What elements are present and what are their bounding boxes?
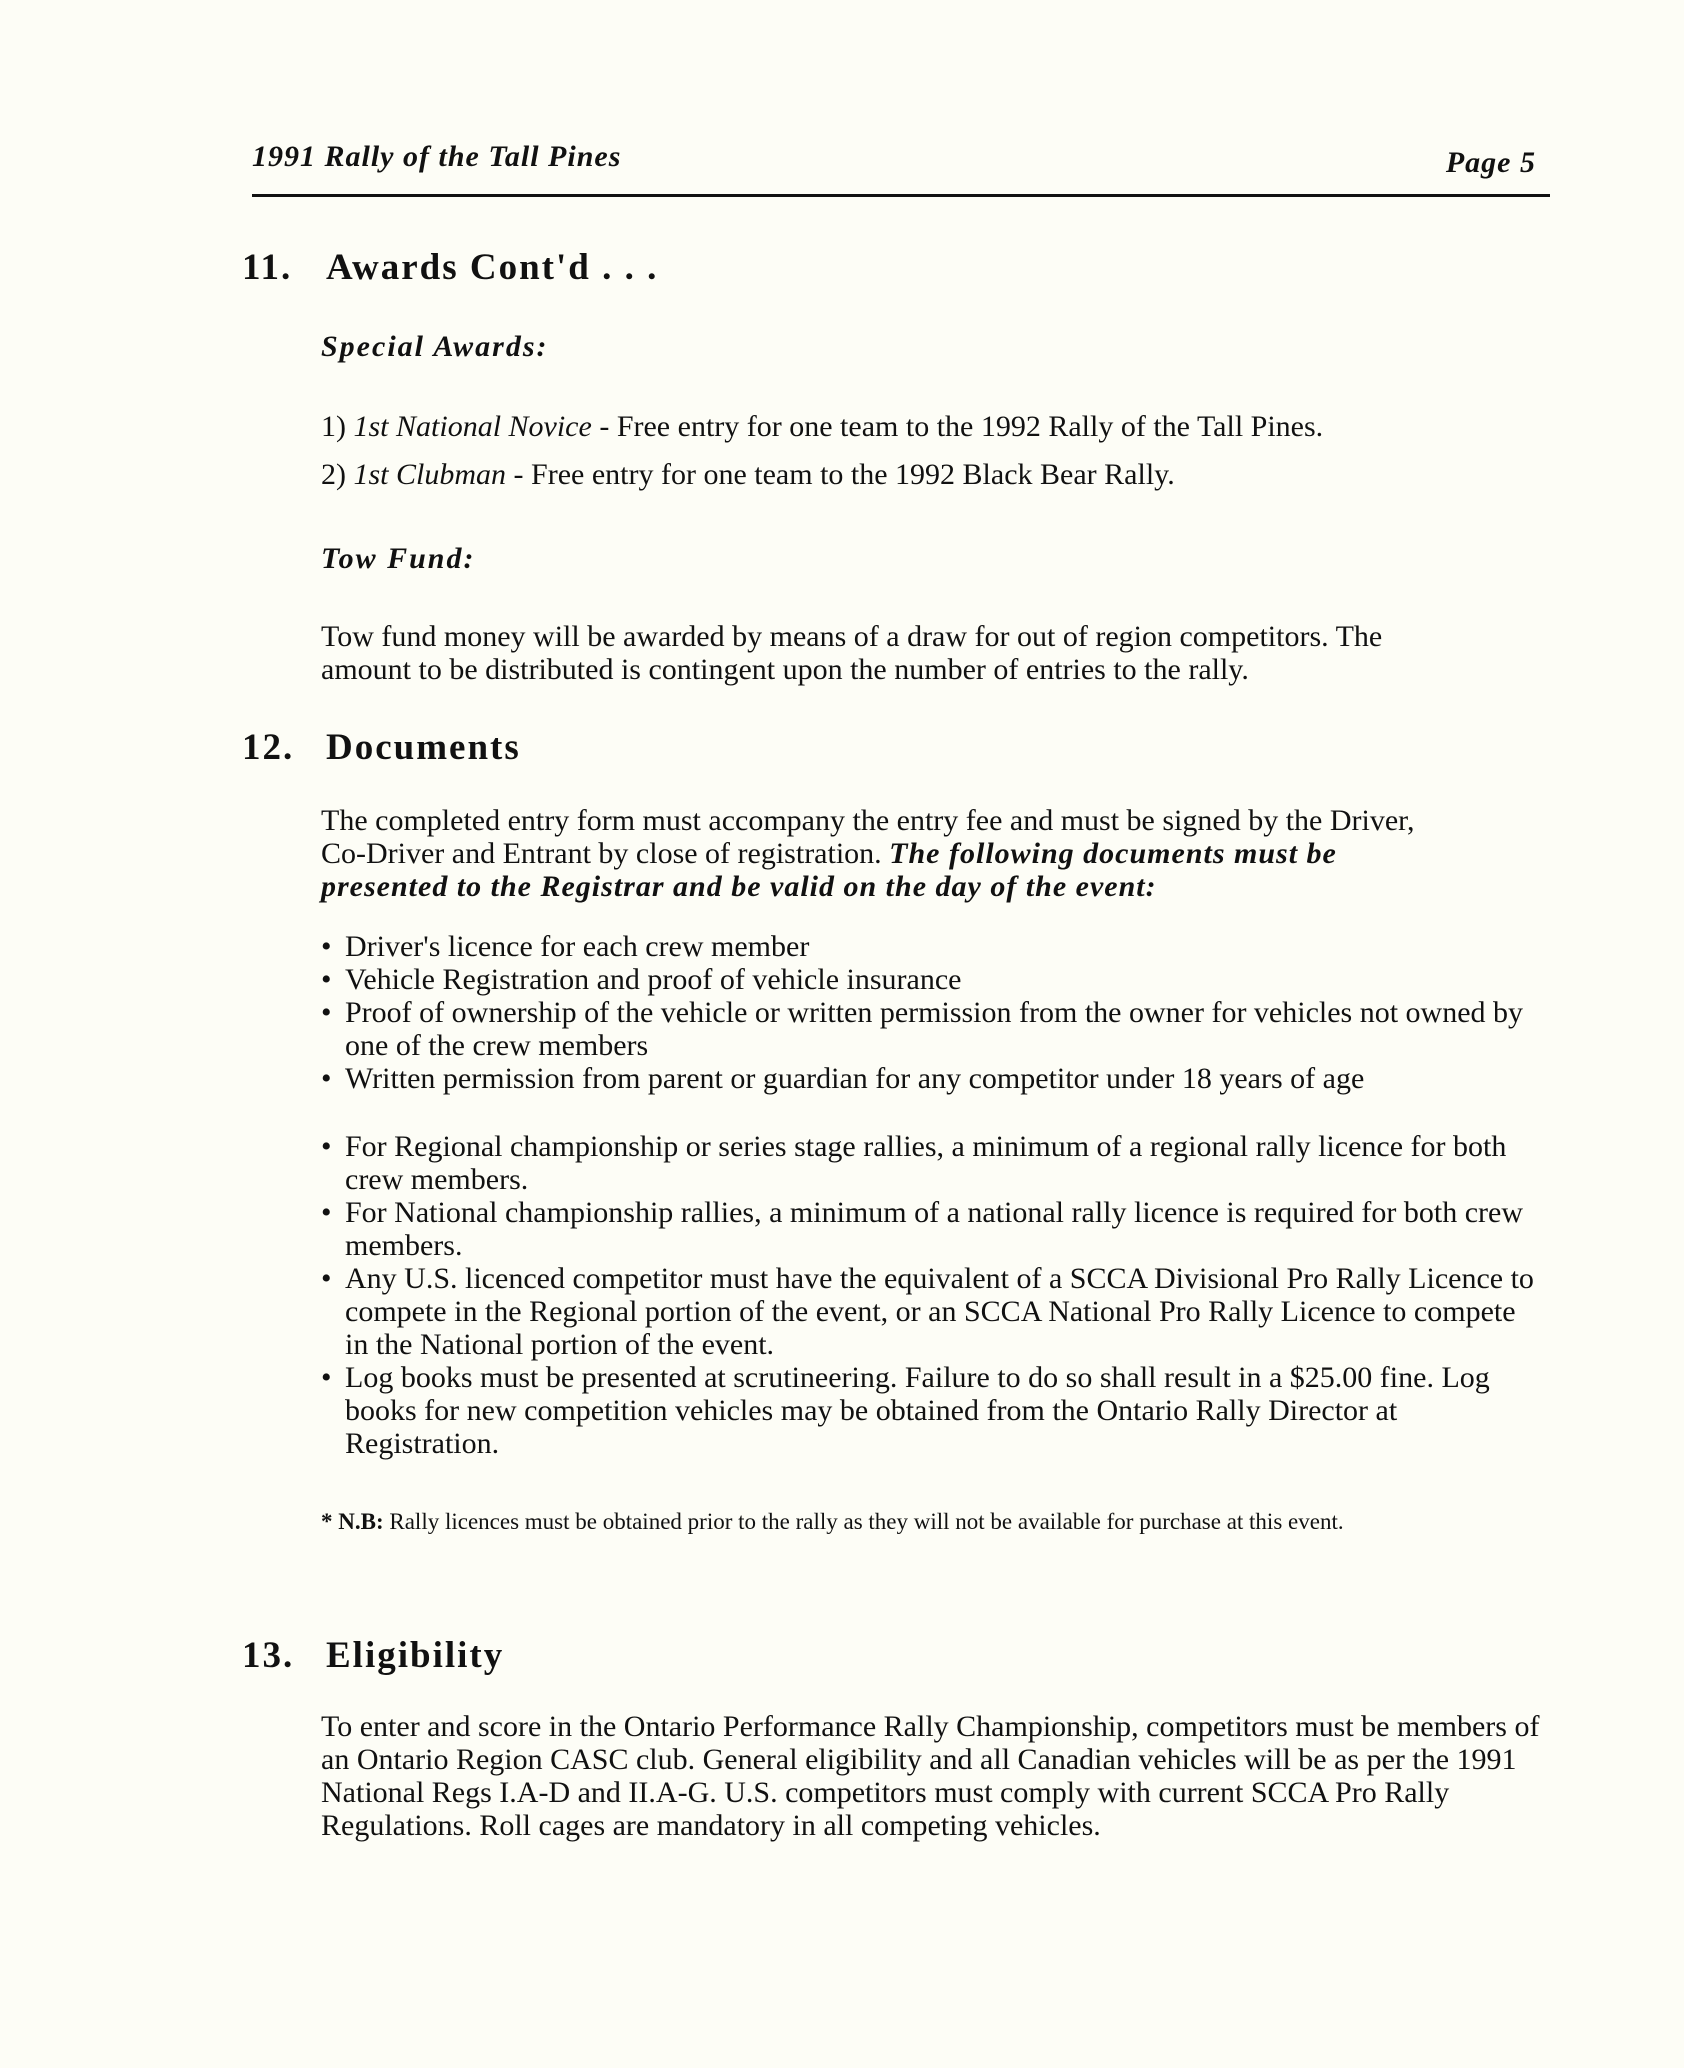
list-item: • Written permission from parent or guardian for any competitor under 18 years of age	[321, 1062, 1365, 1095]
section-13-title: Eligibility	[326, 1635, 505, 1676]
tow-fund-heading: Tow Fund:	[321, 542, 476, 575]
section-11-title: Awards Cont'd . . .	[326, 247, 659, 288]
bullet-icon: •	[321, 1361, 332, 1394]
award-2-number: 2)	[321, 458, 346, 491]
required-documents-list	[321, 930, 1561, 1095]
documents-intro	[321, 804, 1551, 903]
page-number: Page 5	[1445, 146, 1536, 179]
award-1-text: - Free entry for one team to the 1992 Rally of the Tall Pines.	[591, 410, 1324, 443]
documents-intro-line-2	[321, 837, 1551, 870]
note-label: * N.B:	[321, 1509, 384, 1534]
bullet-icon: •	[321, 930, 332, 963]
list-item: • Vehicle Registration and proof of vehicle insurance	[321, 963, 962, 996]
note-text: Rally licences must be obtained prior to the rally as they will not be available for purchase at this event.	[383, 1509, 1344, 1534]
section-11-number: 11.	[242, 247, 293, 288]
list-item: • For Regional championship or series stage rallies, a minimum of a regional rally licence for both crew members.	[321, 1130, 1507, 1196]
bullet-icon: •	[321, 996, 332, 1029]
section-12-heading	[242, 726, 521, 769]
list-item: • Log books must be presented at scrutineering. Failure to do so shall result in a $25.00 fine. Log books for new competition vehicles may be obtained from the Ontario Rally Director at Registration.	[321, 1361, 1490, 1460]
documents-intro-line-1: The completed entry form must accompany the entry fee and must be signed by the Driver,	[321, 804, 1415, 837]
list-item: • Any U.S. licenced competitor must have the equivalent of a SCCA Divisional Pro Rally Licence to compete in the Regional portion of the event, or an SCCA National Pro Rally Licence to compete in the National portion of the event.	[321, 1262, 1534, 1361]
section-11-heading	[242, 246, 658, 289]
award-2-text: - Free entry for one team to the 1992 Black Bear Rally.	[506, 458, 1175, 491]
award-2	[321, 458, 1551, 491]
special-awards-heading: Special Awards:	[321, 330, 549, 363]
section-12-number: 12.	[242, 727, 295, 768]
award-1	[321, 410, 1551, 443]
list-item: • For National championship rallies, a minimum of a national rally licence is required for both crew members.	[321, 1196, 1523, 1262]
bullet-icon: •	[321, 1130, 332, 1163]
section-12-title: Documents	[326, 727, 521, 768]
eligibility-paragraph: To enter and score in the Ontario Performance Rally Championship, competitors must be members of an Ontario Region CASC club. General eligibility and all Canadian vehicles will be as per the 1991 National Regs I.A-D and II.A-G. U.S. competitors must comply with current SCCA Pro Rally Regulations. Roll cages are mandatory in all competing vehicles.	[321, 1710, 1540, 1842]
documents-intro-line-2a: Co-Driver and Entrant by close of registration.	[321, 837, 890, 870]
award-1-number: 1)	[321, 410, 346, 443]
bullet-icon: •	[321, 1262, 332, 1295]
bullet-icon: •	[321, 1196, 332, 1229]
page-header	[252, 138, 1550, 197]
documents-intro-line-3: presented to the Registrar and be valid on the day of the event:	[321, 870, 1157, 903]
tow-fund-line-1: Tow fund money will be awarded by means of a draw for out of region competitors. The	[321, 620, 1383, 653]
section-13-heading	[242, 1634, 504, 1677]
licence-note	[321, 1506, 1501, 1537]
licence-requirements-list	[321, 1130, 1561, 1460]
document-title: 1991 Rally of the Tall Pines	[252, 140, 622, 173]
section-13-number: 13.	[242, 1635, 295, 1676]
tow-fund-paragraph	[321, 620, 1551, 686]
award-1-name: 1st National Novice	[353, 410, 592, 443]
bullet-icon: •	[321, 1062, 332, 1095]
list-item: • Driver's licence for each crew member	[321, 930, 810, 963]
tow-fund-line-2: amount to be distributed is contingent upon the number of entries to the rally.	[321, 653, 1249, 686]
award-2-name: 1st Clubman	[353, 458, 507, 491]
bullet-icon: •	[321, 963, 332, 996]
list-item: • Proof of ownership of the vehicle or written permission from the owner for vehicles not owned by one of the crew members	[321, 996, 1524, 1062]
documents-intro-line-2b: The following documents must be	[889, 837, 1337, 870]
